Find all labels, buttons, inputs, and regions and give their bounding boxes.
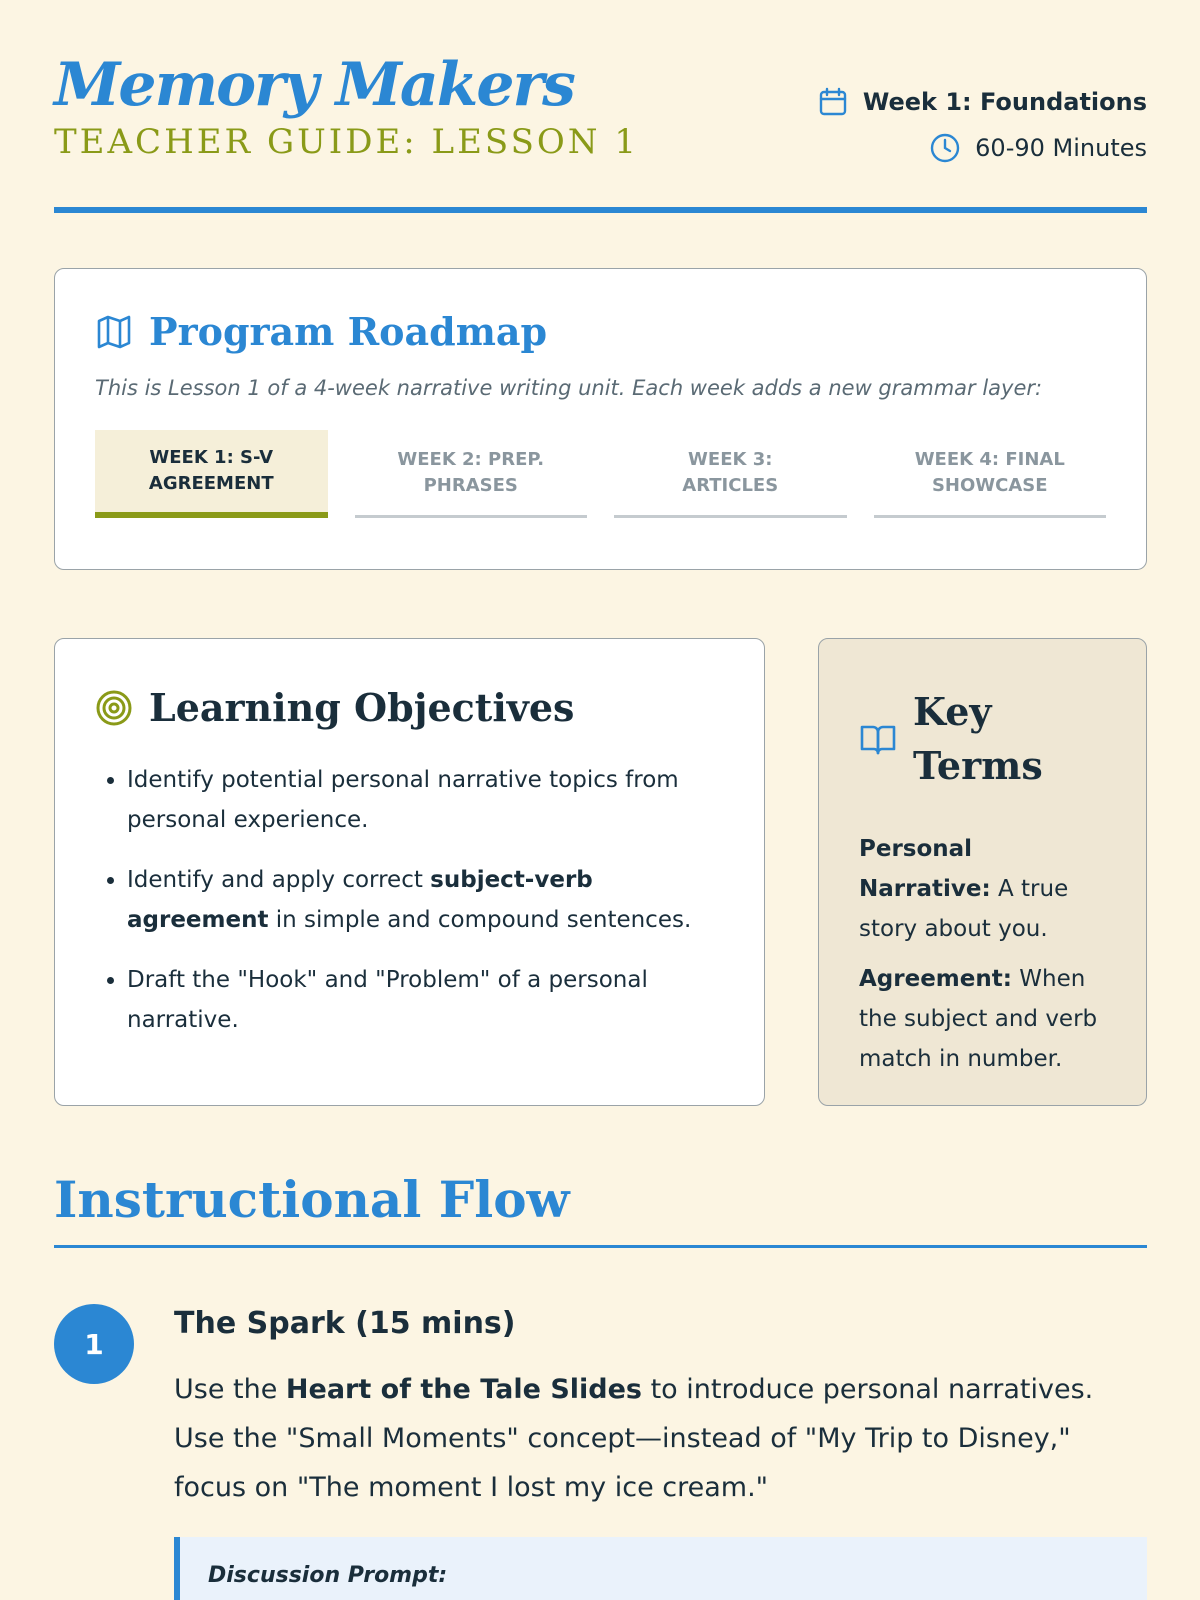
book-open-icon	[859, 720, 897, 758]
discussion-prompt-box	[174, 1537, 1147, 1600]
objective-text: Identify potential personal narrative topics from personal experience.	[127, 767, 679, 833]
objectives-card	[54, 638, 765, 1106]
header	[54, 0, 1147, 214]
tab-week-2[interactable]: WEEK 2: PREP. PHRASES	[355, 430, 588, 518]
key-terms-heading	[859, 685, 1106, 793]
term-name: Personal Narrative:	[859, 836, 991, 902]
roadmap-card	[54, 268, 1147, 570]
step-description	[174, 1365, 1147, 1512]
brand-title: Memory Makers	[54, 50, 574, 120]
flow-title: Instructional Flow	[54, 1170, 570, 1229]
lesson-meta	[817, 82, 1147, 174]
roadmap-intro: This is Lesson 1 of a 4-week narrative writing unit. Each week adds a new grammar layer:	[95, 376, 1043, 400]
term-definition: When the subject and verb match in number.	[859, 966, 1098, 1072]
key-terms-title: Key Terms	[913, 689, 1043, 788]
week-label: Week 1: Foundations	[862, 88, 1147, 116]
objective-text-bold: subject-verb agreement	[127, 867, 593, 933]
step-text-bold: Heart of the Tale Slides	[285, 1374, 642, 1405]
objective-text-post: in simple and compound sentences.	[268, 907, 692, 933]
step-number-badge: 1	[54, 1304, 134, 1384]
term-entry	[859, 829, 1106, 949]
week-meta	[817, 82, 1147, 122]
map-icon	[95, 313, 133, 351]
list-item	[127, 760, 724, 840]
objective-text: Draft the "Hook" and "Problem" of a personal narrative.	[127, 967, 648, 1033]
flow-divider	[54, 1245, 1147, 1248]
clock-icon	[929, 132, 961, 164]
roadmap-heading	[95, 309, 1106, 354]
objective-text-pre: Identify and apply correct	[127, 867, 431, 893]
duration-label: 60-90 Minutes	[975, 134, 1147, 162]
calendar-icon	[817, 86, 849, 118]
discussion-prompt-label: Discussion Prompt:	[208, 1563, 448, 1588]
objectives-heading	[95, 685, 724, 730]
terms-list	[859, 829, 1106, 1079]
target-icon	[95, 689, 133, 727]
term-entry	[859, 959, 1106, 1079]
list-item	[127, 860, 724, 940]
tab-week-1[interactable]: WEEK 1: S-V AGREEMENT	[95, 430, 328, 518]
step-text-pre: Use the	[174, 1374, 286, 1405]
brand-subtitle: TEACHER GUIDE: LESSON 1	[54, 122, 639, 162]
header-divider	[54, 207, 1147, 213]
tab-week-4[interactable]: WEEK 4: FINAL SHOWCASE	[874, 430, 1107, 518]
step-text-post: to introduce personal narratives. Use the "Small Moments" concept—instead of "My Trip to Disney," focus on "The moment I lost my ice cream."	[174, 1374, 1094, 1503]
lesson-page	[54, 0, 1147, 1588]
tab-week-3[interactable]: WEEK 3: ARTICLES	[614, 430, 847, 518]
term-definition: A true story about you.	[859, 876, 1069, 942]
term-name: Agreement:	[859, 966, 1012, 992]
duration-meta	[817, 128, 1147, 168]
week-tabs	[95, 430, 1106, 518]
objectives-list	[95, 760, 724, 1040]
list-item	[127, 960, 724, 1040]
step-title: The Spark (15 mins)	[174, 1306, 516, 1341]
objectives-title: Learning Objectives	[149, 685, 575, 730]
key-terms-card	[818, 638, 1147, 1106]
roadmap-title: Program Roadmap	[149, 309, 548, 354]
